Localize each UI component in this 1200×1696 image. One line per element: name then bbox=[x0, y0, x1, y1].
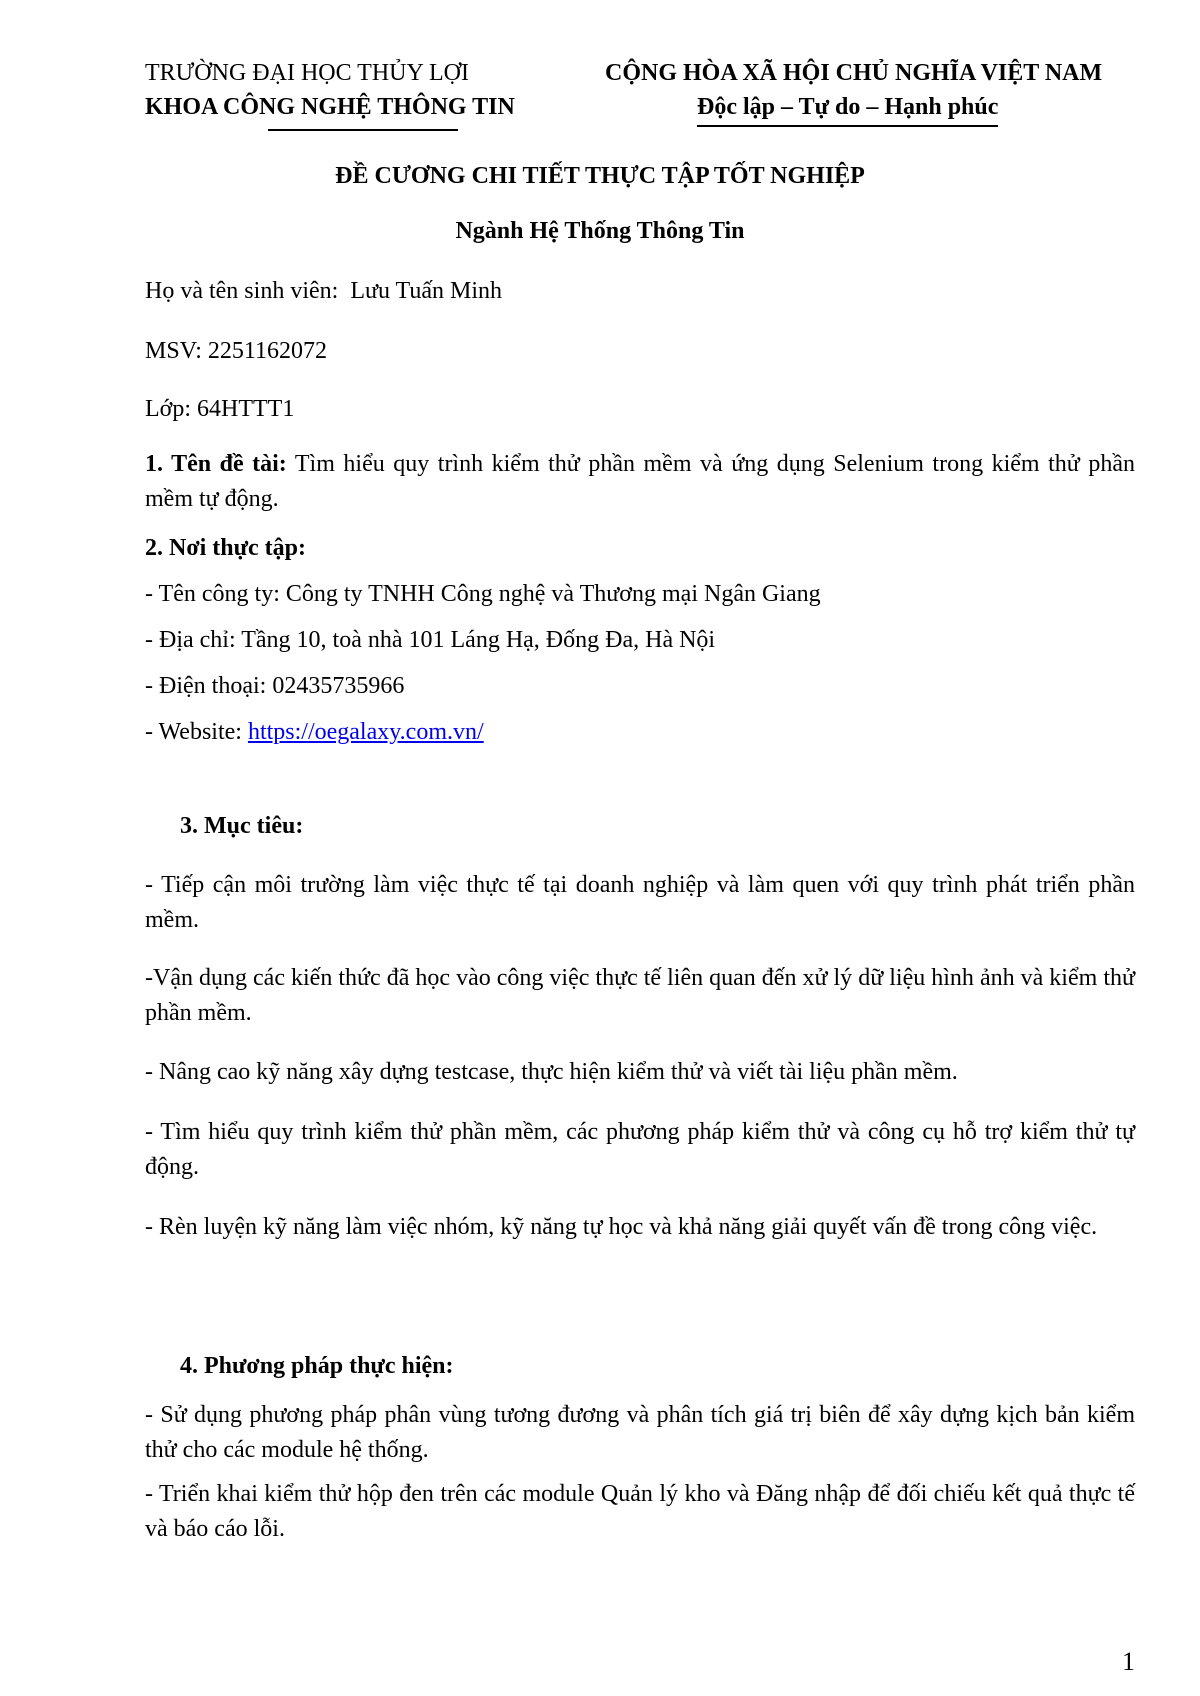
page-number: 1 bbox=[1122, 1647, 1135, 1676]
objective-item: - Tiếp cận môi trường làm việc thực tế tại doanh nghiệp và làm quen với quy trình phát triển phần mềm. bbox=[145, 872, 1135, 933]
student-name: Lưu Tuấn Minh bbox=[350, 278, 503, 304]
student-class-label: Lớp: bbox=[145, 396, 192, 422]
objective-item: - Tìm hiểu quy trình kiểm thử phần mềm, các phương pháp kiểm thử và công cụ hỗ trợ kiểm thử tự động. bbox=[145, 1119, 1135, 1180]
topic-text: Tìm hiểu quy trình kiểm thử phần mềm và ứng dụng Selenium trong kiểm thử phần mềm tự động. bbox=[145, 451, 1135, 512]
objectives-heading: 3. Mục tiêu: bbox=[180, 813, 304, 839]
website-row bbox=[145, 717, 484, 747]
student-id-label: MSV: bbox=[145, 338, 202, 364]
document-title: ĐỀ CƯƠNG CHI TIẾT THỰC TẬP TỐT NGHIỆP bbox=[335, 163, 865, 189]
company-row bbox=[145, 579, 821, 609]
phone-row bbox=[145, 671, 404, 701]
topic-heading: 1. Tên đề tài: bbox=[145, 451, 287, 477]
company-name: Công ty TNHH Công nghệ và Thương mại Ngân Giang bbox=[285, 581, 821, 607]
address-row bbox=[145, 625, 715, 655]
university-name: TRƯỜNG ĐẠI HỌC THỦY LỢI bbox=[145, 60, 469, 86]
objective-item: - Rèn luyện kỹ năng làm việc nhóm, kỹ năng tự học và khả năng giải quyết vấn đề trong công việc. bbox=[145, 1214, 1098, 1240]
address: Tầng 10, toà nhà 101 Láng Hạ, Đống Đa, Hà Nội bbox=[241, 627, 716, 653]
faculty-underline bbox=[268, 129, 458, 131]
objective-item: -Vận dụng các kiến thức đã học vào công việc thực tế liên quan đến xử lý dữ liệu hình ảnh và kiểm thử phần mềm. bbox=[145, 965, 1135, 1026]
internship-heading: 2. Nơi thực tập: bbox=[145, 535, 307, 561]
phone-label: - Điện thoại: bbox=[145, 673, 267, 699]
republic-title: CỘNG HÒA XÃ HỘI CHỦ NGHĨA VIỆT NAM bbox=[605, 60, 1103, 86]
objective-item: - Nâng cao kỹ năng xây dựng testcase, thực hiện kiểm thử và viết tài liệu phần mềm. bbox=[145, 1059, 958, 1085]
faculty-name: KHOA CÔNG NGHỆ THÔNG TIN bbox=[145, 94, 515, 120]
method-item: - Sử dụng phương pháp phân vùng tương đương và phân tích giá trị biên để xây dựng kịch bản kiểm thử cho các module hệ thống. bbox=[145, 1402, 1135, 1463]
address-label: - Địa chỉ: bbox=[145, 627, 236, 653]
methods-heading: 4. Phương pháp thực hiện: bbox=[180, 1353, 454, 1379]
student-id-row bbox=[145, 336, 327, 366]
document-subtitle: Ngành Hệ Thống Thông Tin bbox=[455, 218, 745, 244]
student-name-row bbox=[145, 276, 502, 306]
motto: Độc lập – Tự do – Hạnh phúc bbox=[697, 94, 999, 120]
student-class: 64HTTT1 bbox=[197, 396, 295, 422]
student-name-label: Họ và tên sinh viên: bbox=[145, 278, 339, 304]
student-id: 2251162072 bbox=[207, 338, 328, 364]
company-label: - Tên công ty: bbox=[145, 581, 280, 607]
website-link[interactable]: https://oegalaxy.com.vn/ bbox=[247, 719, 484, 745]
motto-underline bbox=[697, 125, 998, 127]
method-item: - Triển khai kiểm thử hộp đen trên các module Quản lý kho và Đăng nhập để đối chiếu kết quả thực tế và báo cáo lỗi. bbox=[145, 1481, 1135, 1542]
student-class-row bbox=[145, 394, 294, 424]
website-label: - Website: bbox=[145, 719, 242, 745]
phone-number: 02435735966 bbox=[272, 673, 405, 699]
topic-paragraph bbox=[145, 447, 1135, 517]
